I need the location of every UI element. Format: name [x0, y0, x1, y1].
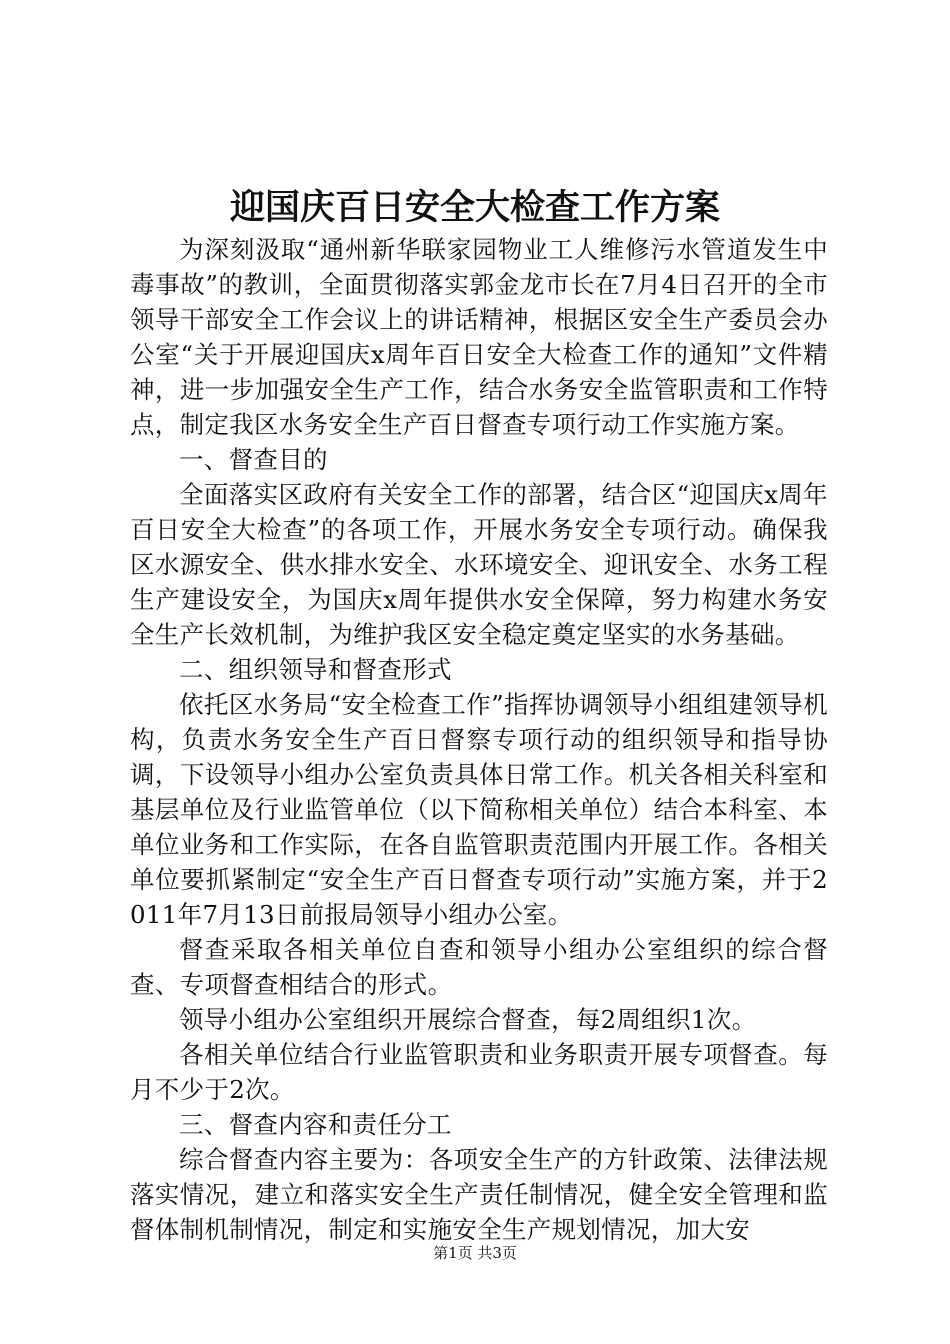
- paragraph-content: 综合督查内容主要为：各项安全生产的方针政策、法律法规落实情况，建立和落实安全生产责任制情况，健全安全管理和监督体制机制情况，制定和实施安全生产规划情况，加大安: [130, 1145, 828, 1244]
- section-heading-organization: 二、组织领导和督查形式: [179, 655, 452, 684]
- page-footer: 第1页 共3页: [433, 1244, 517, 1262]
- document-body: [130, 232, 828, 1247]
- paragraph-inspection-form: 督查采取各相关单位自查和领导小组办公室组织的综合督查、专项督查相结合的形式。: [130, 935, 828, 999]
- paragraph-intro: 为深刻汲取“通州新华联家园物业工人维修污水管道发生中毒事故”的教训，全面贯彻落实郭金龙市长在7月4日召开的全市领导干部安全工作会议上的讲话精神，根据区安全生产委员会办公室“关于开展迎国庆x周年百日安全大检查工作的通知”文件精神，进一步加强安全生产工作，结合水务安全监管职责和工作特点，制定我区水务安全生产百日督查专项行动工作实施方案。: [130, 235, 828, 439]
- section-heading-content: 三、督查内容和责任分工: [179, 1110, 452, 1139]
- document-title: 迎国庆百日安全大检查工作方案: [229, 187, 720, 228]
- paragraph-organization: 依托区水务局“安全检查工作”指挥协调领导小组组建领导机构，负责水务安全生产百日督察专项行动的组织领导和指导协调，下设领导小组办公室负责具体日常工作。机关各相关科室和基层单位及行业监管单位（以下简称相关单位）结合本科室、本单位业务和工作实际，在各自监管职责范围内开展工作。各相关单位要抓紧制定“安全生产百日督查专项行动”实施方案，并于2011年7月13日前报局领导小组办公室。: [130, 690, 828, 929]
- paragraph-special-frequency: 各相关单位结合行业监管职责和业务职责开展专项督查。每月不少于2次。: [130, 1040, 828, 1104]
- paragraph-comprehensive-frequency: 领导小组办公室组织开展综合督查，每2周组织1次。: [179, 1005, 757, 1034]
- paragraph-purpose: 全面落实区政府有关安全工作的部署，结合区“迎国庆x周年百日安全大检查”的各项工作，开展水务安全专项行动。确保我区水源安全、供水排水安全、水环境安全、迎讯安全、水务工程生产建设安全，为国庆x周年提供水安全保障，努力构建水务安全生产长效机制，为维护我区安全稳定奠定坚实的水务基础。: [130, 480, 828, 649]
- section-heading-purpose: 一、督查目的: [179, 445, 328, 474]
